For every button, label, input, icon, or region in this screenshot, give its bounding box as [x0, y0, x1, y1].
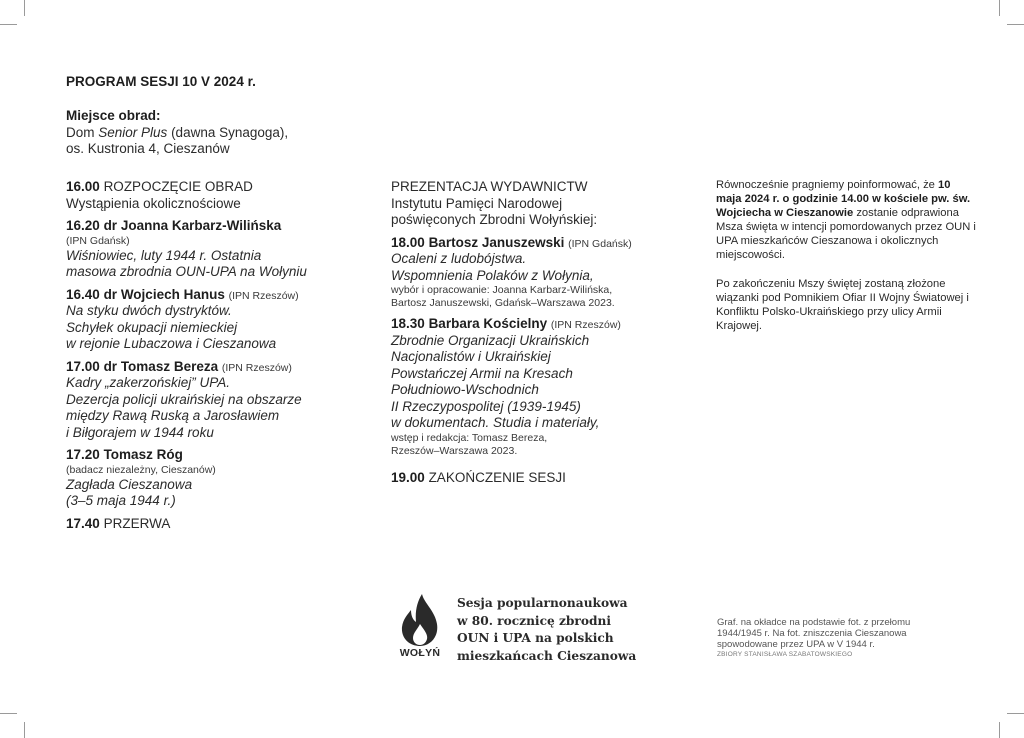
- announcement-paragraph: [716, 178, 976, 263]
- crop-mark: [0, 24, 17, 25]
- program-item: [66, 287, 336, 353]
- program-column-1: [66, 179, 336, 538]
- program-column-2: [391, 179, 661, 492]
- venue-line-2: os. Kustronia 4, Cieszanów: [66, 141, 230, 156]
- wolyn-logo: [395, 593, 445, 659]
- page-title: PROGRAM SESJI 10 V 2024 r.: [66, 74, 256, 89]
- credits-line: spowodowane przez UPA w V 1944 r.: [717, 638, 875, 650]
- venue-name: Senior Plus: [98, 124, 168, 140]
- crop-mark: [999, 0, 1000, 16]
- credits-source: ZBIORY STANISŁAWA SZABATOWSKIEGO: [717, 651, 853, 659]
- crop-mark: [1007, 713, 1024, 714]
- tagline-line: mieszkańcach Cieszanowa: [457, 648, 637, 663]
- photo-credits: [717, 618, 910, 661]
- section-heading-block: [391, 179, 661, 229]
- item-time: 16.00: [66, 179, 100, 194]
- item-speaker: dr Tomasz Bereza: [103, 358, 219, 374]
- item-time: 18.30: [391, 316, 425, 331]
- announcement-text: i Konfliktu Polsko-Ukraińskiego: [716, 291, 969, 318]
- item-time: 19.00: [391, 469, 425, 485]
- book-title: w dokumentach. Studia i materiały,: [391, 415, 600, 430]
- item-affiliation: (IPN Rzeszów): [550, 319, 621, 331]
- book-title: Południowo-Wschodnich: [391, 382, 539, 397]
- item-talk: Kadry „zakerzońskiej” UPA.: [66, 375, 231, 390]
- tagline-line: OUN i UPA na polskich: [457, 631, 614, 645]
- item-speaker: dr Wojciech Hanus: [103, 286, 225, 302]
- credits-line: 1944/1945 r. Na fot. zniszczenia Cieszanowa: [717, 627, 907, 639]
- venue-text: Dom: [66, 124, 99, 140]
- program-item: [66, 179, 336, 212]
- venue-text: (dawna Synagoga),: [167, 124, 289, 140]
- item-title: ROZPOCZĘCIE OBRAD: [103, 179, 253, 194]
- announcement-paragraph: [716, 277, 976, 333]
- announcement-highlight: 10 maja 2024 r. o godzinie 14.00: [716, 179, 951, 206]
- item-talk: masowa zbrodnia OUN-UPA na Wołyniu: [66, 264, 307, 279]
- book-title: Zbrodnie Organizacji Ukraińskich: [391, 332, 590, 348]
- book-note: Bartosz Januszewski, Gdańsk–Warszawa 2023.: [391, 297, 615, 309]
- announcement-text: zostaną złożone wiązanki: [716, 277, 946, 304]
- program-item: [391, 235, 661, 311]
- crop-mark: [999, 722, 1000, 738]
- item-talk: Wiśniowiec, luty 1944 r. Ostatnia: [66, 247, 262, 263]
- announcement-text: zostanie odprawiona Msza święta: [716, 207, 959, 234]
- announcement-column: [716, 178, 976, 333]
- item-affiliation: (badacz niezależny, Cieszanów): [66, 463, 216, 476]
- book-note: wstęp i redakcja: Tomasz Bereza,: [391, 431, 548, 444]
- item-talk: Schyłek okupacji niemieckiej: [66, 319, 238, 335]
- credits-line: Graf. na okładce na podstawie fot. z przełomu: [717, 617, 911, 628]
- announcement-text: i okolicznych miejscowości.: [716, 235, 939, 262]
- tagline-line: w 80. rocznicę zbrodni: [457, 613, 611, 628]
- book-note: Rzeszów–Warszawa 2023.: [391, 444, 518, 457]
- book-title: Nacjonalistów i Ukraińskiej: [391, 349, 551, 364]
- item-time: 16.20: [66, 218, 100, 233]
- item-talk: (3–5 maja 1944 r.): [66, 493, 176, 508]
- item-affiliation: (IPN Rzeszów): [228, 289, 299, 302]
- book-title: Wspomnienia Polaków z Wołynia,: [391, 267, 594, 283]
- item-talk: Na styku dwóch dystryktów.: [66, 303, 232, 318]
- item-speaker: Barbara Kościelny: [428, 316, 548, 331]
- item-talk: i Biłgorajem w 1944 roku: [66, 424, 214, 440]
- item-talk: w rejonie Lubaczowa i Cieszanowa: [66, 336, 277, 351]
- item-time: 17.40: [66, 515, 100, 531]
- book-title: Powstańczej Armii na Kresach: [391, 365, 573, 381]
- item-time: 17.20: [66, 447, 100, 462]
- announcement-text: pod Pomnikiem Ofiar II Wojny Światowej: [762, 291, 964, 304]
- item-speaker: Bartosz Januszewski: [428, 234, 565, 250]
- section-subheading: poświęconych Zbrodni Wołyńskiej:: [391, 212, 598, 227]
- item-title: PRZERWA: [103, 515, 171, 531]
- item-subtitle: Wystąpienia okolicznościowe: [66, 195, 241, 211]
- item-title: ZAKOŃCZENIE SESJI: [428, 469, 566, 485]
- book-note: wybór i opracowanie: Joanna Karbarz-Wilińska,: [391, 284, 613, 296]
- crop-mark: [0, 713, 17, 714]
- item-affiliation: (IPN Rzeszów): [221, 361, 292, 374]
- item-affiliation: (IPN Gdańsk): [66, 234, 130, 247]
- item-speaker: dr Joanna Karbarz-Wilińska: [103, 218, 282, 233]
- program-item: [66, 516, 336, 533]
- venue-block: [66, 108, 288, 158]
- item-time: 16.40: [66, 286, 100, 302]
- crop-mark: [24, 0, 25, 16]
- program-item: [391, 316, 661, 458]
- tagline-line: Sesja popularnonaukowa: [457, 596, 628, 610]
- book-title: II Rzeczypospolitej (1939-1945): [391, 398, 581, 414]
- announcement-highlight: w kościele pw. św. Wojciecha w Cieszanowie: [716, 193, 971, 220]
- event-tagline: [457, 595, 636, 665]
- announcement-text: poinformować, że: [847, 179, 935, 191]
- item-affiliation: (IPN Gdańsk): [568, 237, 632, 250]
- program-item: [66, 447, 336, 510]
- announcement-text: przy ulicy Armii Krajowej.: [716, 305, 942, 332]
- announcement-text: przez OUN i UPA mieszkańców Cieszanowa: [716, 221, 976, 248]
- program-item: [391, 470, 661, 487]
- logo-wordmark: WOŁYŃ: [399, 647, 441, 659]
- venue-label: Miejsce obrad:: [66, 108, 161, 123]
- flame-icon: [395, 593, 445, 647]
- item-talk: Zagłada Cieszanowa: [66, 476, 193, 492]
- item-time: 17.00: [66, 358, 100, 374]
- crop-mark: [24, 722, 25, 738]
- section-heading: PREZENTACJA WYDAWNICTW: [391, 179, 588, 194]
- venue-line-1: [66, 125, 288, 142]
- announcement-text: Po zakończeniu Mszy świętej: [716, 277, 862, 290]
- crop-mark: [1007, 24, 1024, 25]
- program-item: [66, 359, 336, 442]
- item-speaker: Tomasz Róg: [103, 447, 183, 462]
- section-subheading: Instytutu Pamięci Narodowej: [391, 195, 563, 211]
- program-item: [66, 218, 336, 281]
- announcement-text: w intencji pomordowanych: [780, 221, 912, 234]
- announcement-text: Równocześnie pragniemy: [716, 179, 845, 191]
- book-title: Ocaleni z ludobójstwa.: [391, 251, 527, 266]
- item-time: 18.00: [391, 234, 425, 250]
- item-talk: między Rawą Ruską a Jarosławiem: [66, 408, 280, 423]
- item-talk: Dezercja policji ukraińskiej na obszarze: [66, 391, 302, 407]
